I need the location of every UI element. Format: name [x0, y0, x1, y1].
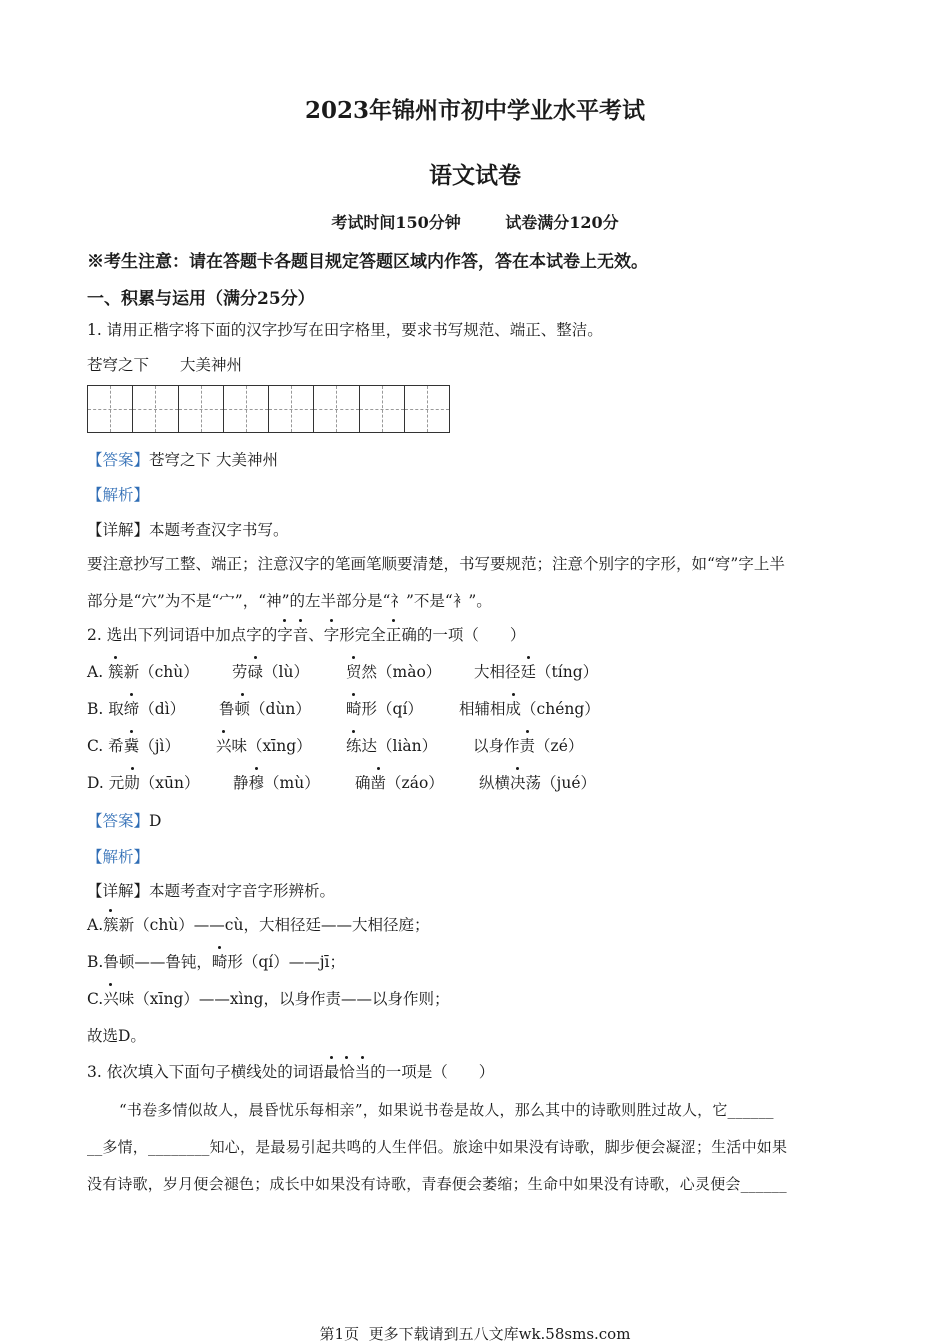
section-heading: 一、积累与运用（满分25分）: [87, 289, 315, 309]
grid-cell: [314, 386, 359, 432]
q2-detail: [87, 880, 335, 902]
q2-option-a: A. 簇新（chù）: [87, 663, 199, 681]
q1-copy-text: 苍穹之下 大美神州: [87, 356, 243, 374]
q1-explain-line-2: 部分是“穴”为不是“宀”，“神”的左半部分是“礻”不是“衤”。: [87, 592, 492, 610]
detail-tag: 【详解】: [87, 521, 150, 539]
q3-passage-line-2: __多情，________知心，是最易引起共鸣的人生伴侣。旅途中如果没有诗歌，脚步便会凝涩；生活中如果: [87, 1138, 788, 1156]
q2-option-c-word-4: 以身作责（zé）: [473, 737, 584, 755]
grid-cell: [269, 386, 314, 432]
grid-cell: [133, 386, 178, 432]
q2-option-b: B. 取缔（dì）: [87, 700, 186, 718]
q2-option-b-word-3: 畸形（qí）: [346, 700, 423, 718]
q2-analysis-tag: 【解析】: [87, 848, 150, 866]
q1-analysis-tag: 【解析】: [87, 486, 150, 504]
q1-answer: [87, 449, 278, 471]
answer-tag: 【答案】: [87, 451, 150, 469]
exam-notice: ※考生注意：请在答题卡各题目规定答题区域内作答，答在本试卷上无效。: [87, 252, 648, 272]
q2-option-d-word-2: 静穆（mù）: [233, 774, 320, 792]
grid-cell: [224, 386, 269, 432]
q1-detail: [87, 519, 289, 541]
exam-time-score: 考试时间150分钟 试卷满分120分: [331, 213, 619, 232]
q2-explain-c: C.兴味（xīng）——xìng，以身作责——以身作则；: [87, 990, 450, 1008]
q3-passage-line-3: 没有诗歌，岁月便会褪色；成长中如果没有诗歌，青春便会萎缩；生命中如果没有诗歌，心灵便会______: [87, 1175, 787, 1193]
answer-text: 苍穹之下 大美神州: [149, 451, 278, 469]
q2-option-c-word-2: 兴味（xīng）: [216, 737, 312, 755]
q2-option-b-word-4: 相辅相成（chéng）: [459, 700, 600, 718]
q2-option-d: D. 元勋（xūn）: [87, 774, 200, 792]
q2-explain-b: B.鲁顿——鲁钝，畸形（qí）——jī；: [87, 953, 345, 971]
q1-stem: 1. 请用正楷字将下面的汉字抄写在田字格里，要求书写规范、端正、整洁。: [87, 321, 603, 339]
q3-passage-line-1: “书卷多情似故人，晨昏忧乐每相亲”，如果说书卷是故人，那么其中的诗歌则胜过故人，它______: [119, 1101, 774, 1119]
q2-option-a-word-2: 劳碌（lù）: [232, 663, 309, 681]
grid-cell: [179, 386, 224, 432]
answer-text: D: [149, 812, 162, 830]
q3-stem: 3. 依次填入下面句子横线处的词语最恰当的一项是（ ）: [87, 1063, 495, 1081]
q2-option-a-word-4: 大相径廷（tíng）: [474, 663, 599, 681]
page-footer: 第1页 更多下载请到五八文库wk.58sms.com: [319, 1325, 631, 1343]
q2-option-c: C. 希冀（jì）: [87, 737, 180, 755]
grid-cell: [88, 386, 133, 432]
tianzige-grid: [87, 385, 450, 433]
grid-cell: [405, 386, 449, 432]
q2-answer: [87, 810, 161, 832]
grid-cell: [360, 386, 405, 432]
exam-title: 2023年锦州市初中学业水平考试: [304, 97, 645, 124]
q2-conclusion: 故选D。: [87, 1027, 146, 1045]
q2-option-d-word-3: 确凿（záo）: [355, 774, 444, 792]
q1-explain-line-1: 要注意抄写工整、端正；注意汉字的笔画笔顺要清楚，书写要规范；注意个别字的字形，如“穹”字上半: [87, 555, 785, 573]
q2-stem: 2. 选出下列词语中加点字的字音、字形完全正确的一项（ ）: [87, 626, 526, 644]
detail-text: 本题考查汉字书写。: [149, 521, 289, 539]
detail-tag: 【详解】: [87, 882, 150, 900]
q2-explain-a: A.簇新（chù）——cù，大相径廷——大相径庭；: [87, 916, 430, 934]
q2-option-b-word-2: 鲁顿（dùn）: [219, 700, 311, 718]
q2-option-c-word-3: 练达（liàn）: [346, 737, 438, 755]
answer-tag: 【答案】: [87, 812, 150, 830]
detail-text: 本题考查对字音字形辨析。: [149, 882, 336, 900]
exam-subtitle: 语文试卷: [429, 162, 521, 189]
q2-option-d-word-4: 纵横决荡（jué）: [479, 774, 596, 792]
q2-option-a-word-3: 贸然（mào）: [346, 663, 442, 681]
